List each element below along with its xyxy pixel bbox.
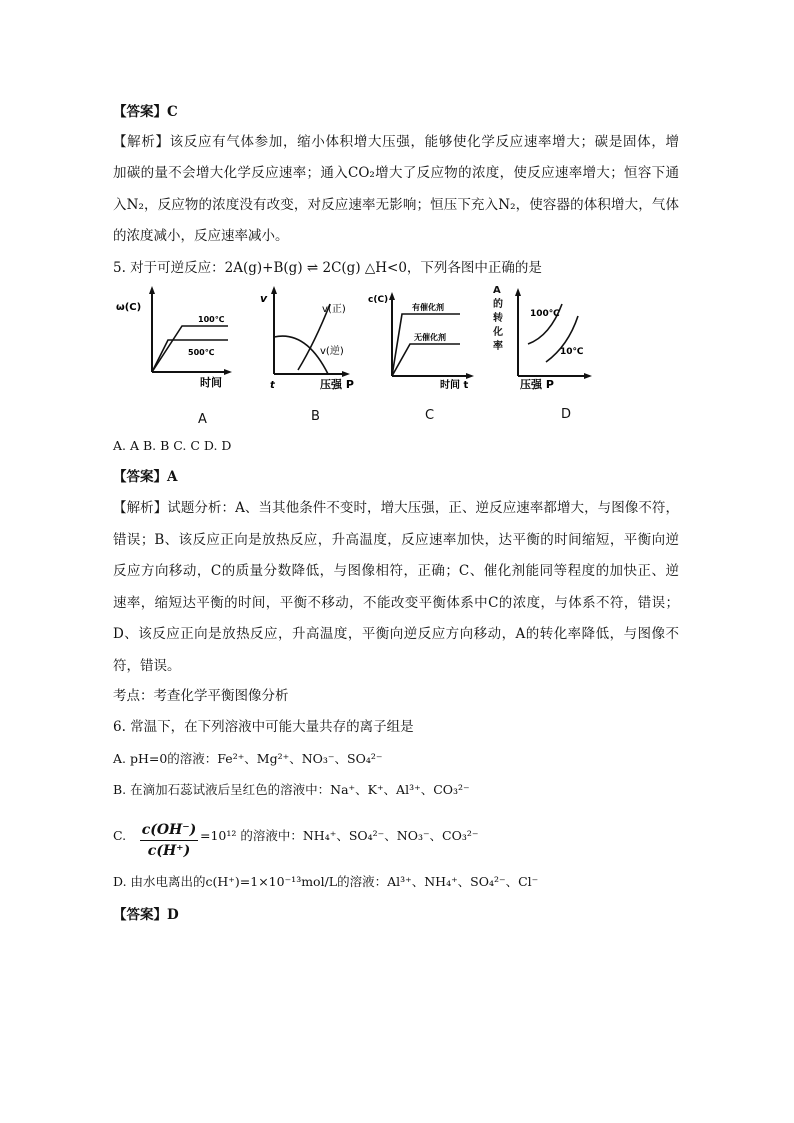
- figure-b: [260, 286, 354, 391]
- figure-d-ylabel: A的转化率: [493, 285, 503, 352]
- question-6: 6. 常温下，在下列溶液中可能大量共存的离子组是: [113, 719, 414, 735]
- figure-d-curve1: 100℃: [530, 309, 560, 319]
- key-point-5: 考点：考查化学平衡图像分析: [113, 688, 289, 704]
- question-6-option-a: A. pH=0的溶液：Fe²⁺、Mg²⁺、NO₃⁻、SO₄²⁻: [113, 751, 383, 766]
- fraction-numerator: c(OH⁻): [141, 822, 197, 838]
- fraction-bar: [140, 840, 198, 841]
- fraction-denominator: c(H⁺): [147, 843, 191, 859]
- figure-a-curve1: 100℃: [198, 315, 225, 324]
- explanation-5-line2: 错误；B、该反应正向是放热反应，升高温度，反应速率加快，达平衡的时间缩短，平衡向逆: [113, 532, 679, 548]
- figure-c-caption: C: [425, 408, 435, 423]
- explanation-4-line3: 入N₂，反应物的浓度没有改变，对反应速率无影响；恒压下充入N₂，使容器的体积增大，气体: [113, 197, 679, 213]
- fraction-oh-over-h: [140, 822, 198, 870]
- figure-a: [116, 286, 232, 389]
- explanation-5-line3: 反应方向移动，C的质量分数降低，与图像相符，正确；C、催化剂能同等程度的加快正、逆: [113, 563, 679, 579]
- figure-d-caption: D: [561, 407, 572, 422]
- explanation-5-line6: 符，错误。: [113, 658, 181, 674]
- figure-c-xlabel: 时间 t: [440, 380, 469, 391]
- explanation-5-line4: 速率，缩短达平衡的时间，平衡不移动，不能改变平衡体系中C的浓度，与体系不符，错误；: [113, 595, 679, 611]
- figure-c: [368, 292, 474, 391]
- figure-b-curve1: v(正): [322, 304, 346, 315]
- answer-6: 【答案】D: [113, 907, 179, 923]
- figure-c-curve2: 无催化剂: [414, 333, 446, 342]
- answer-5: 【答案】A: [113, 469, 178, 485]
- question-5-figures: [110, 282, 630, 422]
- figure-c-ylabel: c(C): [368, 295, 389, 305]
- explanation-5-line5: D、该反应正向是放热反应，升高温度，平衡向逆反应方向移动，A的转化率降低，与图像不: [113, 626, 679, 642]
- explanation-4-line2: 加碳的量不会增大化学反应速率；通入CO₂增大了反应物的浓度，使反应速率增大；恒容下通: [113, 165, 679, 181]
- question-6-option-c-prefix: C.: [113, 828, 127, 843]
- figure-b-caption: B: [311, 409, 320, 424]
- question-5: 5. 对于可逆反应：2A(g)+B(g) ⇌ 2C(g) △H<0，下列各图中正确的是: [113, 260, 542, 276]
- figure-a-ylabel: ω(C): [116, 302, 142, 313]
- explanation-4-line4: 的浓度减小，反应速率减小。: [113, 228, 289, 244]
- figure-b-xlabel: 压强 P: [320, 378, 354, 391]
- figure-a-caption: A: [198, 412, 207, 427]
- figure-b-ylabel: v: [260, 292, 268, 305]
- explanation-5-line1: 【解析】试题分析：A、当其他条件不变时，增大压强，正、逆反应速率都增大，与图像不符，: [113, 500, 679, 516]
- figure-d-curve2: 10℃: [560, 347, 584, 357]
- figure-b-curve2: v(逆): [320, 346, 344, 357]
- question-6-option-c: =10¹² 的溶液中：NH₄⁺、SO₄²⁻、NO₃⁻、CO₃²⁻: [200, 828, 479, 843]
- figure-a-xlabel: 时间: [200, 376, 222, 389]
- figure-d-xlabel: 压强 P: [520, 378, 554, 391]
- explanation-4-line1: 【解析】该反应有气体参加，缩小体积增大压强，能够使化学反应速率增大；碳是固体，增: [113, 134, 679, 150]
- figure-a-curve2: 500℃: [188, 348, 215, 357]
- question-6-option-d: D. 由水电离出的c(H⁺)=1×10⁻¹³mol/L的溶液：Al³⁺、NH₄⁺、SO₄²⁻、Cl⁻: [113, 874, 539, 889]
- figure-c-curve1: 有催化剂: [412, 303, 444, 312]
- answer-4: 【答案】C: [113, 104, 178, 120]
- question-6-option-b: B. 在滴加石蕊试液后呈红色的溶液中：Na⁺、K⁺、Al³⁺、CO₃²⁻: [113, 782, 470, 797]
- question-5-options: A. A B. B C. C D. D: [113, 438, 232, 453]
- figure-d: [515, 288, 592, 391]
- figure-b-origin: t: [270, 380, 275, 391]
